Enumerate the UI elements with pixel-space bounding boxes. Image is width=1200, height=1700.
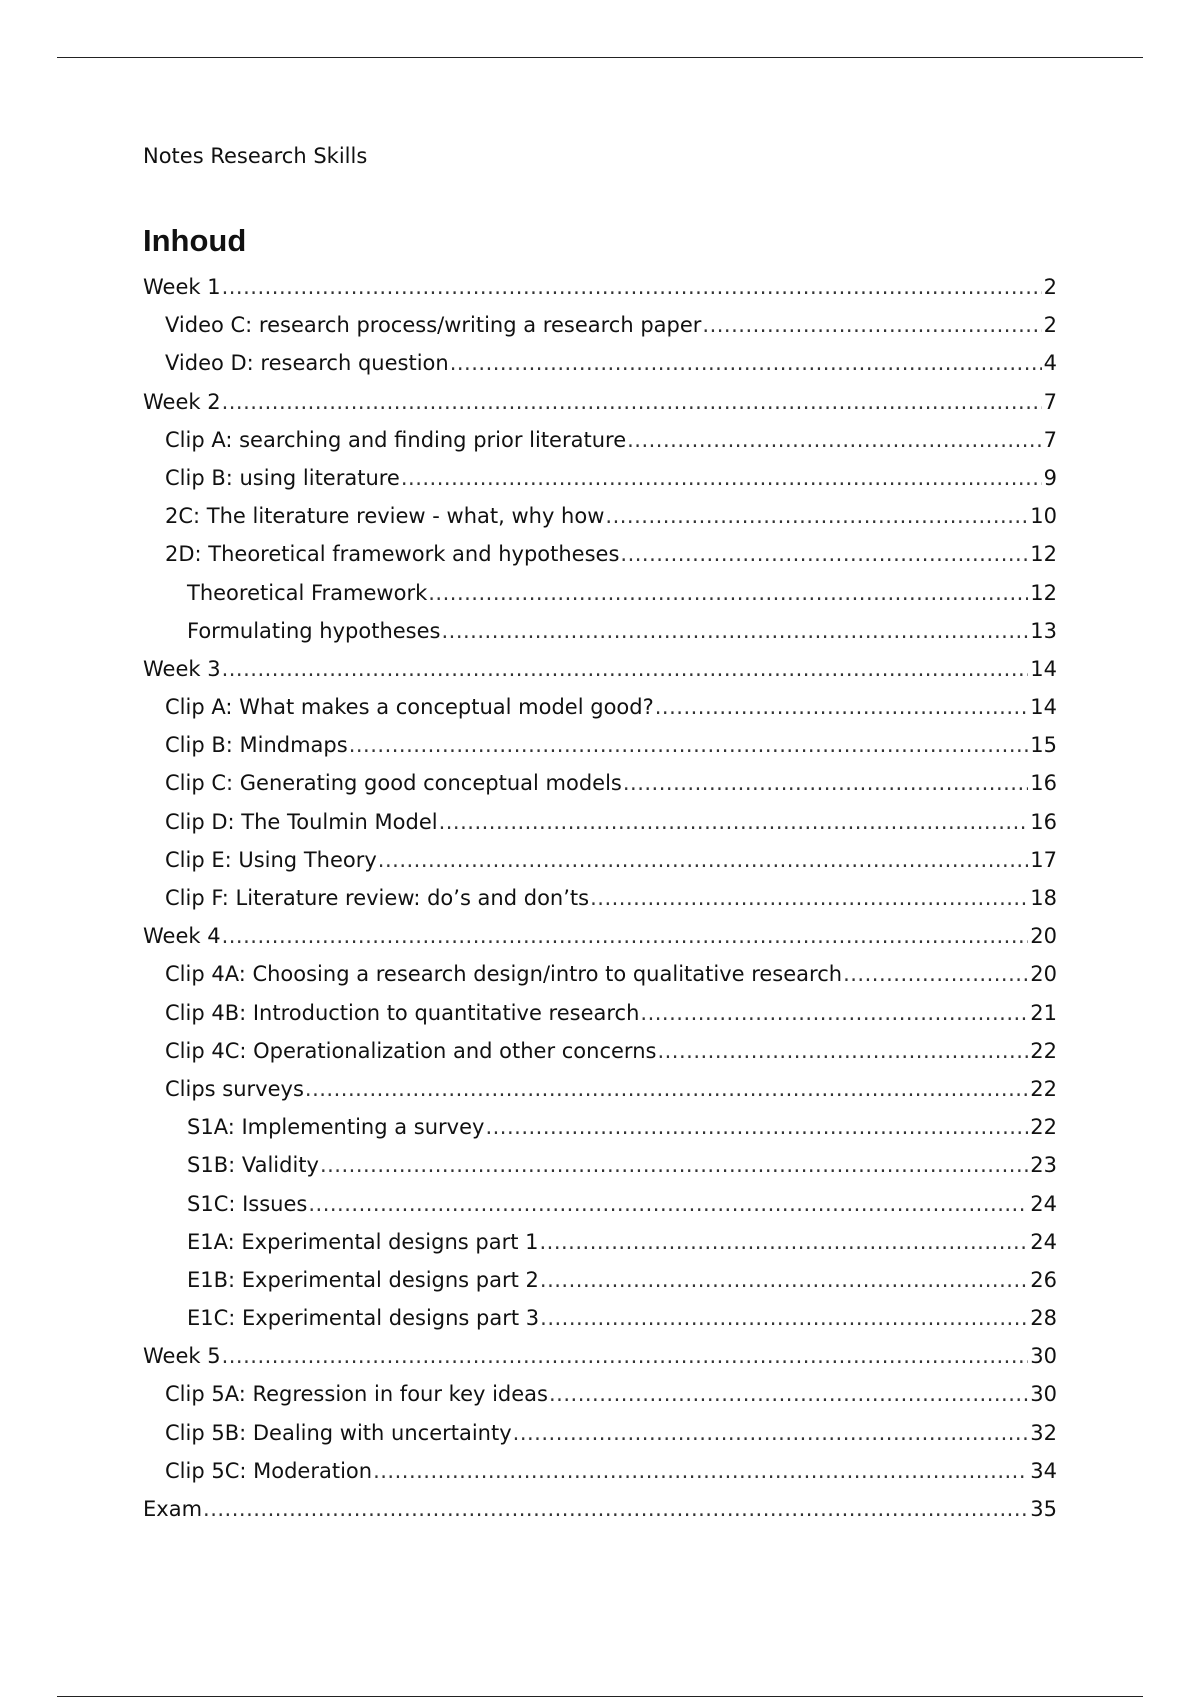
toc-page-number: 26 bbox=[1030, 1267, 1057, 1292]
toc-entry-title: Week 1 bbox=[143, 275, 221, 299]
toc-entry-title: Video C: research process/writing a research paper bbox=[165, 313, 702, 338]
toc-entry-title: Clip B: Mindmaps bbox=[165, 733, 348, 758]
toc-entry-title: Clip E: Using Theory bbox=[165, 847, 377, 872]
toc-entry-title: Clip D: The Toulmin Model bbox=[165, 809, 438, 834]
toc-entry-title: Clip B: using literature bbox=[165, 465, 400, 490]
toc-entry-title: E1B: Experimental designs part 2 bbox=[187, 1267, 539, 1292]
toc-entry[interactable] bbox=[143, 310, 1057, 348]
toc-entry-title: Week 5 bbox=[143, 1344, 221, 1369]
toc-dot-leader bbox=[373, 1456, 1028, 1486]
toc-dot-leader bbox=[441, 616, 1028, 646]
toc-entry[interactable] bbox=[143, 425, 1057, 463]
toc-dot-leader bbox=[222, 1341, 1029, 1371]
toc-page-number: 7 bbox=[1043, 389, 1057, 414]
toc-entry-title: Clip A: What makes a conceptual model good? bbox=[165, 695, 654, 720]
toc-page-number: 18 bbox=[1030, 886, 1057, 910]
toc-entry[interactable] bbox=[143, 1418, 1057, 1456]
toc-page-number: 12 bbox=[1030, 580, 1057, 605]
toc-dot-leader bbox=[222, 654, 1029, 684]
toc-entry[interactable] bbox=[143, 463, 1057, 501]
toc-dot-leader bbox=[222, 272, 1042, 302]
toc-dot-leader bbox=[203, 1494, 1028, 1524]
toc-entry[interactable] bbox=[143, 616, 1057, 654]
toc-entry[interactable] bbox=[143, 501, 1057, 539]
toc-entry[interactable] bbox=[143, 692, 1057, 730]
toc-page-number: 15 bbox=[1030, 733, 1057, 758]
toc-entry[interactable] bbox=[143, 539, 1057, 577]
toc-entry-title: Clip 4B: Introduction to quantitative research bbox=[165, 1000, 640, 1025]
toc-entry[interactable] bbox=[143, 768, 1057, 806]
toc-entry-title: Week 3 bbox=[143, 656, 221, 681]
toc-dot-leader bbox=[401, 463, 1042, 493]
toc-entry[interactable] bbox=[143, 272, 1057, 310]
toc-entry-title: E1C: Experimental designs part 3 bbox=[187, 1306, 540, 1331]
toc-page-number: 22 bbox=[1030, 1115, 1057, 1140]
toc-dot-leader bbox=[513, 1418, 1029, 1448]
toc-entry[interactable] bbox=[143, 1074, 1057, 1112]
toc-entry-title: S1C: Issues bbox=[187, 1191, 308, 1216]
toc-dot-leader bbox=[640, 998, 1028, 1028]
toc-entry[interactable] bbox=[143, 1036, 1057, 1074]
toc-page-number: 14 bbox=[1030, 656, 1057, 681]
toc-dot-leader bbox=[620, 539, 1028, 569]
toc-entry[interactable] bbox=[143, 1189, 1057, 1227]
toc-entry-title: 2C: The literature review - what, why how bbox=[165, 504, 605, 529]
toc-dot-leader bbox=[539, 1227, 1028, 1257]
toc-entry-title: Video D: research question bbox=[165, 351, 449, 376]
toc-entry-title: E1A: Experimental designs part 1 bbox=[187, 1229, 539, 1254]
toc-entry[interactable] bbox=[143, 1227, 1057, 1265]
toc-page-number: 20 bbox=[1030, 962, 1057, 987]
toc-entry-title: Theoretical Framework bbox=[187, 580, 428, 605]
toc-dot-leader bbox=[702, 310, 1041, 340]
toc-entry[interactable] bbox=[143, 1494, 1057, 1532]
toc-entry-title: Clips surveys bbox=[165, 1076, 304, 1101]
toc-page-number: 34 bbox=[1030, 1458, 1057, 1483]
toc-dot-leader bbox=[623, 768, 1028, 798]
toc-entry[interactable] bbox=[143, 1341, 1057, 1379]
toc-entry[interactable] bbox=[143, 578, 1057, 616]
toc-page-number: 16 bbox=[1030, 809, 1057, 834]
toc-entry[interactable] bbox=[143, 921, 1057, 959]
toc-entry[interactable] bbox=[143, 959, 1057, 997]
toc-entry-title: Clip C: Generating good conceptual models bbox=[165, 771, 622, 796]
toc-entry[interactable] bbox=[143, 1265, 1057, 1303]
toc-page-number: 2 bbox=[1043, 275, 1057, 299]
toc-entry[interactable] bbox=[143, 845, 1057, 883]
toc-entry[interactable] bbox=[143, 348, 1057, 386]
toc-entry-title: Clip 5B: Dealing with uncertainty bbox=[165, 1420, 512, 1445]
toc-entry-title: 2D: Theoretical framework and hypotheses bbox=[165, 542, 620, 567]
toc-page-number: 14 bbox=[1030, 695, 1057, 720]
toc-dot-leader bbox=[439, 807, 1029, 837]
toc-dot-leader bbox=[428, 578, 1028, 608]
toc-dot-leader bbox=[349, 730, 1029, 760]
toc-dot-leader bbox=[378, 845, 1028, 875]
toc-page-number: 30 bbox=[1030, 1344, 1057, 1369]
toc-entry[interactable] bbox=[143, 1303, 1057, 1341]
toc-entry[interactable] bbox=[143, 387, 1057, 425]
toc-entry[interactable] bbox=[143, 1112, 1057, 1150]
toc-page-number: 2 bbox=[1043, 313, 1057, 338]
toc-page-number: 30 bbox=[1030, 1382, 1057, 1407]
toc-entry-title: Clip A: searching and finding prior literature bbox=[165, 427, 627, 452]
toc-entry[interactable] bbox=[143, 807, 1057, 845]
toc-entry[interactable] bbox=[143, 654, 1057, 692]
toc-entry[interactable] bbox=[143, 883, 1057, 921]
footer-rule bbox=[57, 1696, 1143, 1697]
toc-page-number: 10 bbox=[1030, 504, 1057, 529]
toc-page-number: 9 bbox=[1043, 465, 1057, 490]
toc-page-number: 24 bbox=[1030, 1229, 1057, 1254]
toc-page-number: 23 bbox=[1030, 1153, 1057, 1178]
toc-page-number: 22 bbox=[1030, 1076, 1057, 1101]
toc-dot-leader bbox=[320, 1150, 1028, 1180]
toc-entry-title: S1A: Implementing a survey bbox=[187, 1115, 485, 1140]
toc-entry-title: S1B: Validity bbox=[187, 1153, 319, 1178]
toc-page-number: 16 bbox=[1030, 771, 1057, 796]
toc-page-number: 22 bbox=[1030, 1038, 1057, 1063]
toc-page-number: 4 bbox=[1043, 351, 1057, 376]
toc-entry[interactable] bbox=[143, 730, 1057, 768]
toc-entry[interactable] bbox=[143, 1150, 1057, 1188]
document-title: Notes Research Skills bbox=[143, 144, 368, 168]
toc-entry-title: Clip 5A: Regression in four key ideas bbox=[165, 1382, 548, 1407]
toc-dot-leader bbox=[305, 1074, 1028, 1104]
toc-entry[interactable] bbox=[143, 1456, 1057, 1494]
toc-page-number: 20 bbox=[1030, 924, 1057, 949]
toc-dot-leader bbox=[222, 921, 1029, 951]
toc-dot-leader bbox=[540, 1303, 1028, 1333]
toc-entry-title: Formulating hypotheses bbox=[187, 618, 441, 643]
toc-dot-leader bbox=[450, 348, 1042, 378]
toc-dot-leader bbox=[222, 387, 1042, 417]
toc-page-number: 12 bbox=[1030, 542, 1057, 567]
toc-dot-leader bbox=[655, 692, 1029, 722]
toc-dot-leader bbox=[308, 1189, 1028, 1219]
toc-page-number: 17 bbox=[1030, 847, 1057, 872]
toc-entry-title: Clip 4A: Choosing a research design/intro to qualitative research bbox=[165, 962, 843, 987]
toc-page-number: 35 bbox=[1030, 1497, 1057, 1521]
toc-entry[interactable] bbox=[143, 998, 1057, 1036]
toc-dot-leader bbox=[540, 1265, 1028, 1295]
toc-dot-leader bbox=[590, 883, 1028, 913]
toc-page-number: 32 bbox=[1030, 1420, 1057, 1445]
toc-page-number: 21 bbox=[1030, 1000, 1057, 1025]
toc-dot-leader bbox=[657, 1036, 1028, 1066]
toc-page-number: 24 bbox=[1030, 1191, 1057, 1216]
toc-dot-leader bbox=[843, 959, 1028, 989]
toc-dot-leader bbox=[627, 425, 1042, 455]
toc-entry-title: Exam bbox=[143, 1497, 203, 1521]
toc-page-number: 13 bbox=[1030, 618, 1057, 643]
toc-entry-title: Week 2 bbox=[143, 389, 221, 414]
toc-dot-leader bbox=[605, 501, 1028, 531]
toc-dot-leader bbox=[485, 1112, 1028, 1142]
toc-dot-leader bbox=[549, 1379, 1028, 1409]
toc-page-number: 7 bbox=[1043, 427, 1057, 452]
toc-heading: Inhoud bbox=[143, 223, 247, 258]
toc-entry-title: Clip 4C: Operationalization and other concerns bbox=[165, 1038, 657, 1063]
toc-page-number: 28 bbox=[1030, 1306, 1057, 1331]
toc-entry-title: Clip F: Literature review: do’s and don’ts bbox=[165, 886, 590, 910]
toc-entry-title: Week 4 bbox=[143, 924, 221, 949]
table-of-contents bbox=[143, 272, 1057, 1532]
header-rule bbox=[57, 57, 1143, 58]
toc-entry-title: Clip 5C: Moderation bbox=[165, 1458, 373, 1483]
toc-entry[interactable] bbox=[143, 1379, 1057, 1417]
